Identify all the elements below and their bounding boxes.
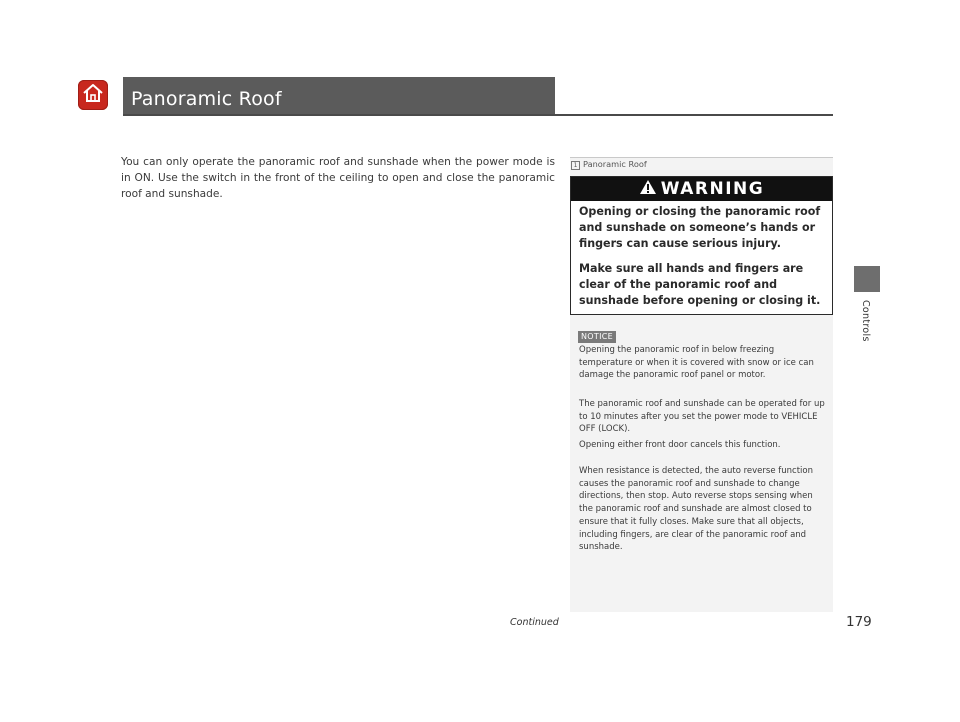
continued-label: Continued — [510, 617, 559, 628]
side-panel-heading-text: Panoramic Roof — [583, 159, 647, 169]
section-tab[interactable] — [854, 266, 880, 292]
warning-box — [570, 176, 833, 315]
title-bar — [123, 77, 555, 114]
home-icon — [82, 83, 104, 107]
side-panel-heading — [570, 157, 833, 170]
warning-triangle-icon — [639, 179, 661, 200]
title-divider — [123, 114, 833, 116]
warning-header — [571, 177, 832, 201]
warning-label: WARNING — [660, 179, 765, 199]
warning-body — [579, 204, 827, 318]
notice-text: Opening the panoramic roof in below freezing temperature or when it is covered with snow or ice can damage the panoramic roof panel or motor. — [579, 345, 814, 381]
main-paragraph: You can only operate the panoramic roof and sunshade when the power mode is in ON. Use the switch in the front of the ceiling to open and close the panoramic roof and sunshade. — [121, 156, 555, 200]
notice-badge: NOTICE — [578, 331, 616, 343]
warning-text-2: Make sure all hands and fingers are clear of the panoramic roof and sunshade before opening or closing it. — [579, 262, 821, 307]
side-paragraph-2: Opening either front door cancels this function. — [579, 440, 781, 450]
reference-marker-icon: 1 — [571, 161, 580, 170]
page-number: 179 — [846, 614, 872, 630]
section-tab-label: Controls — [860, 300, 871, 342]
warning-text-1: Opening or closing the panoramic roof and sunshade on someone’s hands or fingers can cause serious injury. — [579, 205, 821, 250]
side-paragraph-3: When resistance is detected, the auto reverse function causes the panoramic roof and sunshade to change directions, then stop. Auto reverse stops sensing when the panoramic roof and sunshade are almost closed to ensure that it fully closes. Make sure that all objects, including fingers, are clear of the panoramic roof and sunshade. — [579, 466, 813, 553]
home-button[interactable] — [78, 80, 108, 110]
side-paragraph-1: The panoramic roof and sunshade can be operated for up to 10 minutes after you set the power mode to VEHICLE OFF (LOCK). — [579, 399, 825, 435]
page-title: Panoramic Roof — [131, 88, 282, 110]
